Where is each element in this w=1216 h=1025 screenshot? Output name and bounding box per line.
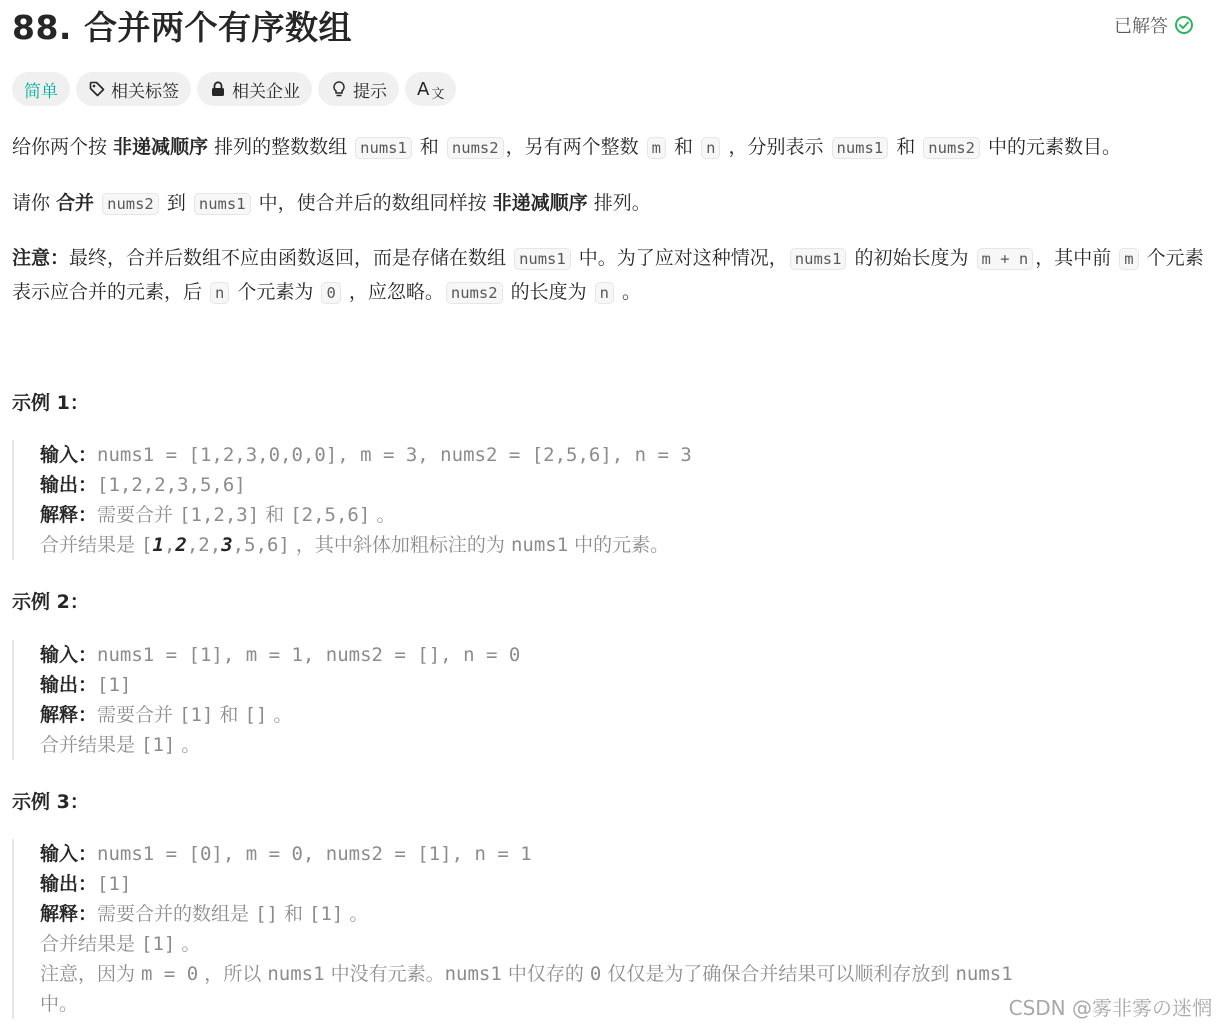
text: 。 [370,504,396,526]
hint-label: 提示 [353,81,387,102]
mono-text: ,5,6] [232,534,290,556]
mono-text: ,2, [186,534,222,556]
translate-icon-sub: 文 [431,86,445,102]
example-result-row [40,929,1013,959]
solved-status [1114,12,1194,38]
text: 和 [259,504,291,526]
example-result-row [40,530,692,560]
example-input-row [40,640,520,670]
output-value: [1] [97,873,132,895]
check-circle-icon [1174,15,1194,35]
text: ，应忽略。 [342,281,444,303]
explain-label: 解释： [40,903,98,925]
mono-text: , [163,534,176,556]
output-value: [1] [97,674,132,696]
solved-status-label: 已解答 [1114,16,1168,37]
text: 中。为了应对这种情况， [572,247,788,269]
explain-label: 解释： [40,704,98,726]
text: 。 [175,933,201,955]
text: 个元素表示应合并的元素，后 [12,247,1204,303]
output-value: [1,2,2,3,5,6] [97,474,246,496]
related-companies-label: 相关企业 [232,81,300,102]
inline-code: nums1 [790,248,847,270]
difficulty-badge[interactable] [12,72,70,106]
text: 。 [267,704,293,726]
bold-italic-value: 1 [152,534,164,556]
tag-icon [88,80,106,98]
text: 最终，合并后数组不应由函数返回，而是存储在数组 [69,247,513,269]
mono-text: nums1 [510,534,569,556]
input-value: nums1 = [0], m = 0, nums2 = [1], n = 1 [97,843,532,865]
text: 仅仅是为了确保合并结果可以顺利存放到 [601,963,956,985]
text: 中没有元素。 [324,963,445,985]
explain-label: 解释： [40,504,98,526]
text: 中的元素数目。 [981,136,1121,158]
page-title: 88. 合并两个有序数组 [12,8,352,47]
mono-text: [1] [141,933,176,955]
example-1-block [12,440,692,560]
mono-text: [] [255,903,278,925]
text: 。 [175,734,201,756]
text: 和 [277,903,310,925]
example-explain-row [40,700,520,730]
difficulty-label: 简单 [24,81,58,102]
text: 合并结果是 [40,734,142,756]
example-explain-row [40,500,692,530]
example-note-row [40,959,1013,989]
text: 和 [667,136,700,158]
mono-text: [1] [309,903,344,925]
example-input-row [40,440,692,470]
text: 中，使合并后的数组同样按 [252,192,493,214]
inline-code: n [595,282,614,304]
text: 的长度为 [504,281,593,303]
text: 的初始长度为 [848,247,975,269]
text: 合并结果是 [40,534,142,556]
example-output-row [40,869,1013,899]
mono-text: [ [141,534,153,556]
text: 到 [160,192,192,214]
related-companies-button[interactable] [197,72,312,106]
text: 需要合并 [97,704,180,726]
inline-code: nums2 [102,193,159,215]
mono-text: m = 0 [141,963,199,985]
inline-code: m [1119,248,1138,270]
text: 。 [615,281,642,303]
inline-code: nums1 [355,137,412,159]
inline-code: m [647,137,666,159]
input-value: nums1 = [1,2,3,0,0,0], m = 3, nums2 = [2,5,6], n = 3 [97,444,692,466]
translate-icon: A [417,78,430,100]
input-value: nums1 = [1], m = 1, nums2 = [], n = 0 [97,644,521,666]
text: ，所以 [198,963,268,985]
mono-text: [2,5,6] [290,504,371,526]
bold-italic-value: 2 [175,534,187,556]
text: 中仅存的 [501,963,590,985]
description-paragraph-1 [12,131,1207,165]
inline-code: nums1 [194,193,251,215]
description-paragraph-3 [12,242,1207,310]
text: ，分别表示 [722,136,830,158]
lock-icon [209,80,227,98]
example-1-title: 示例 1： [12,392,89,414]
mono-text: [] [244,704,268,726]
text: ，其中斜体加粗标注的为 [289,534,511,556]
text: 和 [890,136,922,158]
inline-code: m + n [977,248,1034,270]
example-explain-row [40,899,1013,929]
example-2-block [12,640,520,760]
bold-text: 合并 [56,192,95,214]
input-label: 输入： [40,644,98,666]
text: 注意，因为 [40,963,142,985]
output-label: 输出： [40,873,98,895]
mono-text: nums1 [444,963,502,985]
bold-text: 注意： [12,247,70,269]
bold-text: 非递减顺序 [113,136,209,158]
example-note-row-continued [40,989,1013,1019]
text: 给你两个按 [12,136,114,158]
example-output-row [40,470,692,500]
mono-text: [1] [179,704,214,726]
text: 需要合并 [97,504,180,526]
translate-button[interactable] [405,72,456,106]
text: 中的元素。 [568,534,670,556]
related-tags-button[interactable] [76,72,191,106]
text: 需要合并的数组是 [97,903,256,925]
bold-text: 非递减顺序 [492,192,588,214]
hint-button[interactable] [318,72,399,106]
related-tags-label: 相关标签 [111,81,179,102]
example-output-row [40,670,520,700]
lightbulb-icon [330,80,348,98]
inline-code: nums1 [832,137,889,159]
inline-code: nums2 [923,137,980,159]
inline-code: nums1 [514,248,571,270]
mono-text: nums1 [267,963,325,985]
inline-code: 0 [321,282,340,304]
text: 和 [413,136,445,158]
text: 个元素为 [231,281,320,303]
output-label: 输出： [40,674,98,696]
inline-code: nums2 [446,282,503,304]
inline-code: n [701,137,720,159]
inline-code: nums2 [447,137,504,159]
example-input-row [40,839,1013,869]
mono-text: 0 [589,963,602,985]
mono-text: [1,2,3] [179,504,260,526]
text [94,192,100,214]
text: 请你 [12,192,57,214]
mono-text: [1] [141,734,176,756]
mono-text: nums1 [955,963,1013,985]
example-2-title: 示例 2： [12,591,89,613]
input-label: 输入： [40,444,98,466]
tag-bar [12,72,456,106]
watermark: CSDN @雾非雾の迷惘 [1008,996,1212,1020]
text: 排列。 [587,192,651,214]
text: 。 [343,903,369,925]
example-3-block [12,839,1013,1019]
bold-italic-value: 3 [221,534,233,556]
description-paragraph-2 [12,187,1207,221]
text: 排列的整数数组 [208,136,354,158]
example-3-title: 示例 3： [12,791,89,813]
text: ，另有两个整数 [505,136,645,158]
text: 和 [213,704,245,726]
output-label: 输出： [40,474,98,496]
inline-code: n [210,282,229,304]
example-result-row [40,730,520,760]
input-label: 输入： [40,843,98,865]
text: 合并结果是 [40,933,142,955]
text: ，其中前 [1035,247,1118,269]
text: 中。 [40,993,79,1015]
